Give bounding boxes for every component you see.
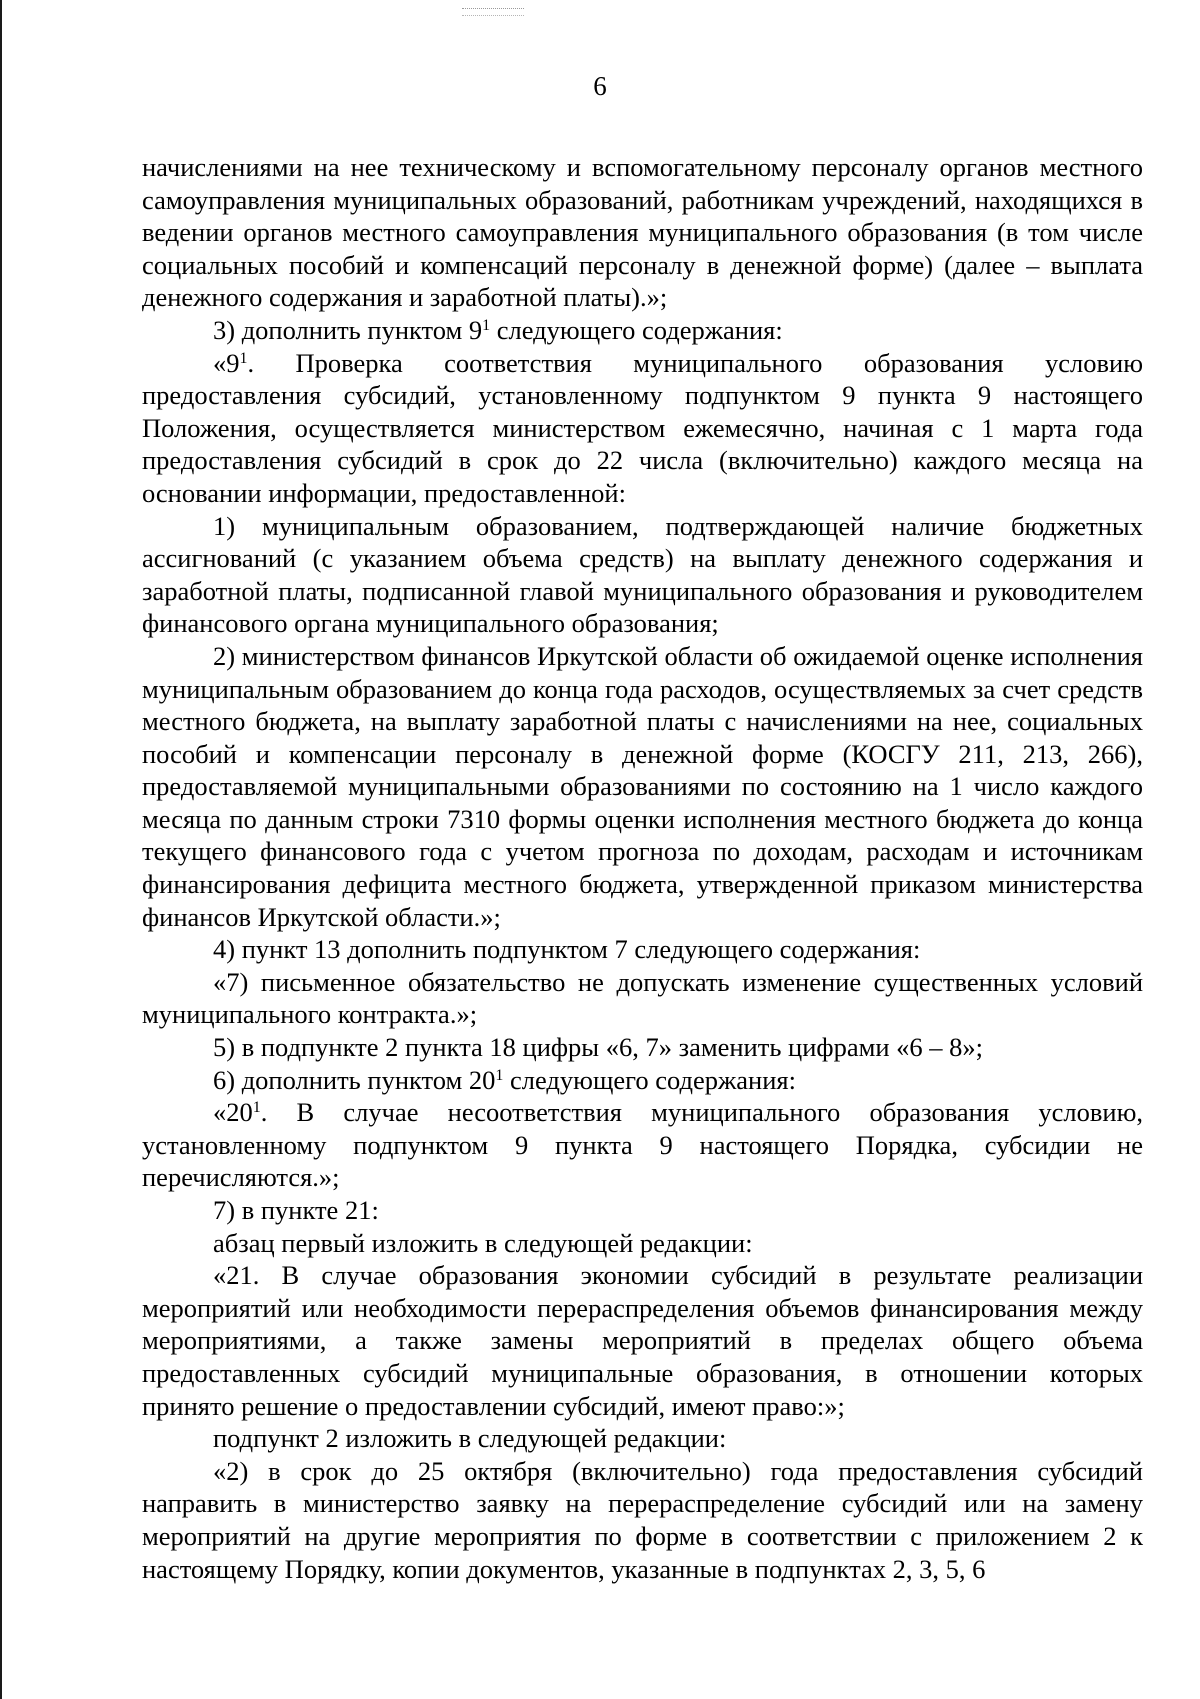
superscript: 1 [495, 1066, 504, 1084]
paragraph-11: 7) в пункте 21: [213, 1195, 379, 1225]
paragraph-12: абзац первый изложить в следующей редакции: [213, 1227, 753, 1258]
paragraph-14: подпункт 2 изложить в следующей редакции: [213, 1423, 727, 1454]
paragraph-4: 1) муниципальным образованием, подтверждающей наличие бюджетных ассигнований (с указанием объема средств) на выплату денежного содержания и заработной платы, подписанной главой муниципального образования и руководителем финансового органа муниципального образования; [142, 510, 1143, 639]
scan-left-edge [0, 0, 2, 1699]
paragraph-1: начислениями на нее техническому и вспомогательному персоналу органов местного самоуправления муниципальных образований, работникам учреждений, находящихся в ведении органов местного самоуправления муниципального образования (в том числе социальных пособий и компенсаций персоналу в денежной форме) (далее – выплата денежного содержания и заработной платы).»; [142, 152, 1143, 313]
paragraph-10: «$20^1$. В случае несоответствия муниципального образования условию, установленному подпунктом 9 пункта 9 настоящего Порядка, субсидии не перечисляются.»; [142, 1097, 1143, 1193]
superscript: 1 [482, 316, 491, 334]
paragraph-6: 4) пункт 13 дополнить подпунктом 7 следующего содержания: [213, 934, 921, 965]
paragraph-3: «$9^1$. Проверка соответствия муниципального образования условию предоставления субсидий, установленному подпунктом 9 пункта 9 настоящего Положения, осуществляется министерством ежемесячно, начиная с 1 марта года предоставления субсидий в срок до 22 числа (включительно) каждого месяца на основании информации, предоставленной: [142, 347, 1143, 508]
document-body [142, 151, 1143, 1585]
superscript: 1 [239, 349, 248, 367]
superscript: 1 [252, 1099, 261, 1117]
scan-smudge [462, 8, 524, 16]
paragraph-9: 6) дополнить пунктом $20^1$ следующего содержания: [213, 1064, 796, 1095]
paragraph-5: 2) министерством финансов Иркутской области об ожидаемой оценке исполнения муниципальным образованием до конца года расходов, осуществляемых за счет средств местного бюджета, на выплату заработной платы с начислениями на нее, социальных пособий и компенсации персоналу в денежной форме (КОСГУ 211, 213, 266), предоставляемой муниципальными образованиями по состоянию на 1 число каждого месяца по данным строки 7310 формы оценки исполнения местного бюджета до конца текущего финансового года с учетом прогноза по доходам, расходам и источникам финансирования дефицита местного бюджета, утвержденной приказом министерства финансов Иркутской области.»; [142, 640, 1143, 932]
paragraph-15: «2) в срок до 25 октября (включительно) года предоставления субсидий направить в министерство заявку на перераспределение субсидий или на замену мероприятий на другие мероприятия по форме в соответствии с приложением 2 к настоящему Порядку, копии документов, указанные в подпунктах 2, 3, 5, 6 [142, 1455, 1143, 1584]
page-number: 6 [593, 71, 607, 101]
paragraph-13: «21. В случае образования экономии субсидий в результате реализации мероприятий или необходимости перераспределения объемов финансирования между мероприятиями, а также замены мероприятий в пределах общего объема предоставленных субсидий муниципальные образования, в отношении которых принято решение о предоставлении субсидий, имеют право:»; [142, 1260, 1143, 1421]
paragraph-2: 3) дополнить пунктом $9^1$ следующего содержания: [213, 314, 783, 345]
paragraph-8: 5) в подпункте 2 пункта 18 цифры «6, 7» заменить цифрами «6 – 8»; [213, 1032, 984, 1063]
paragraph-7: «7) письменное обязательство не допускать изменение существенных условий муниципального контракта.»; [142, 966, 1143, 1030]
